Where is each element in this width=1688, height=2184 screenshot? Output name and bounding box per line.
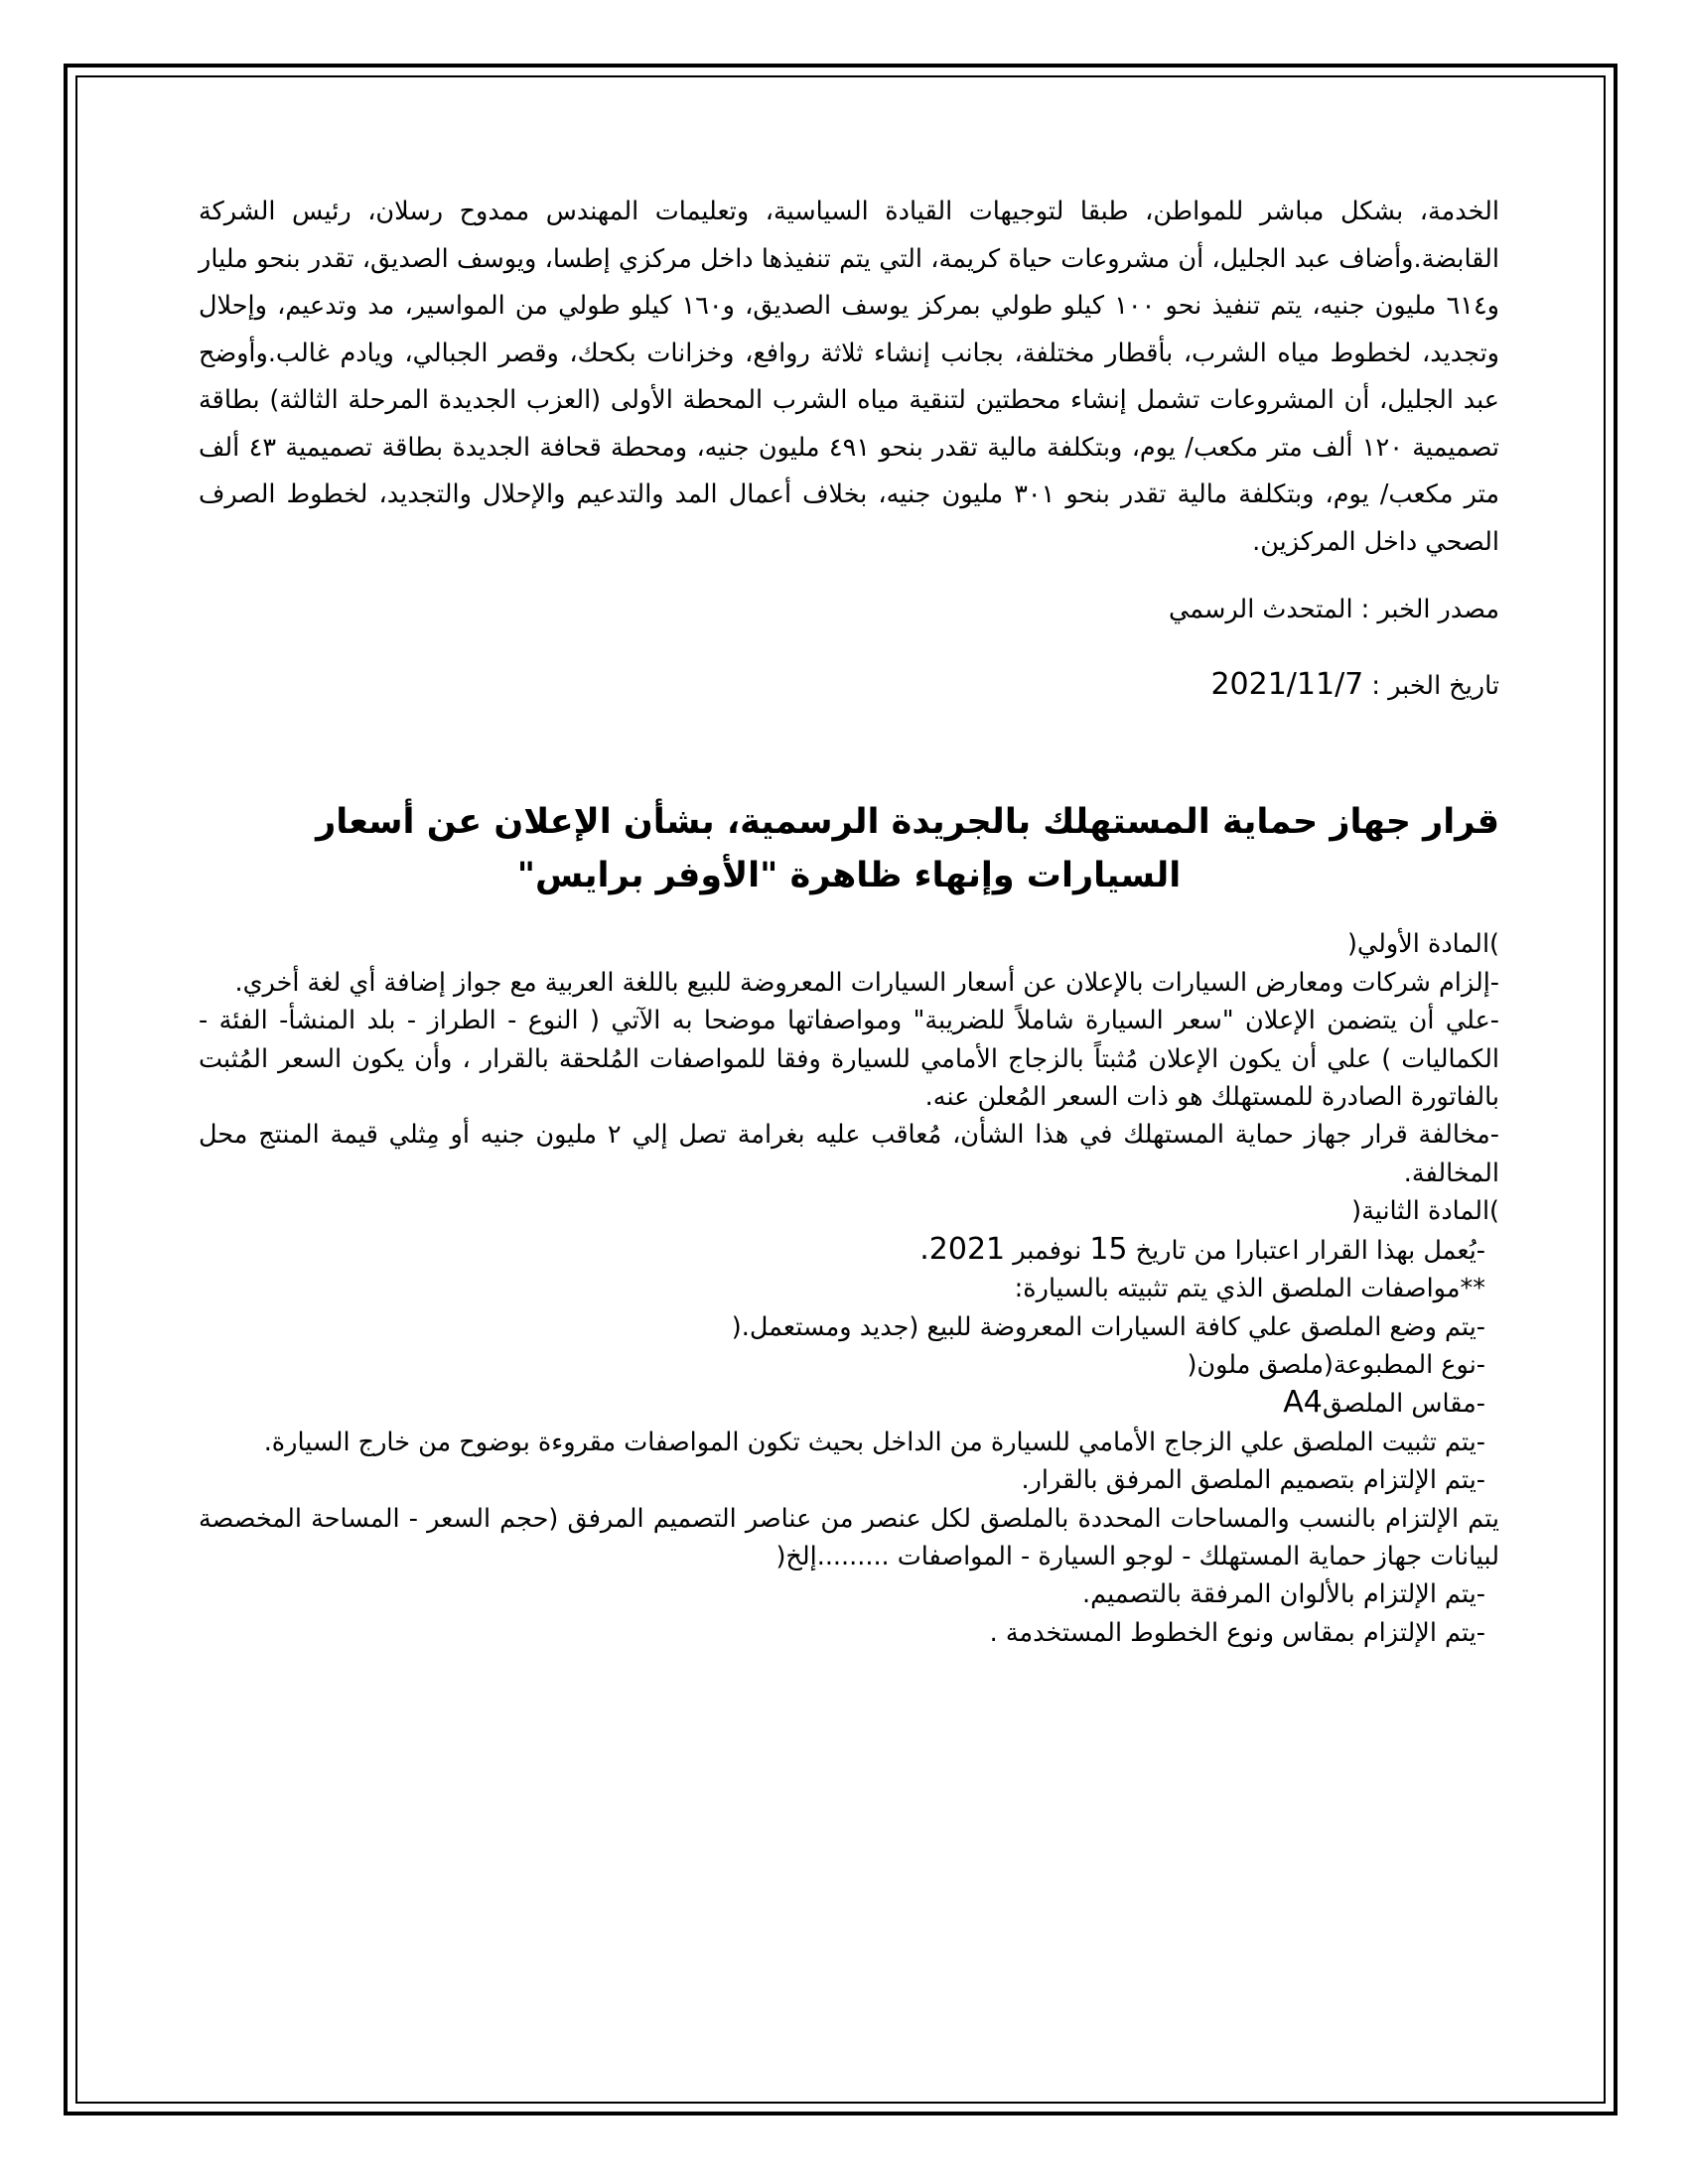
sticker-spec-1: -يتم وضع الملصق علي كافة السيارات المعروضة للبيع (جديد ومستعمل.( (731, 1311, 1485, 1342)
sticker-spec-5: -يتم الإلتزام بتصميم الملصق المرفق بالقرار. (1021, 1465, 1485, 1496)
effective-date-text: -يُعمل بهذا القرار اعتبارا من تاريخ (1127, 1235, 1485, 1266)
news-source: مصدر الخبر : المتحدث الرسمي (1169, 595, 1499, 624)
sticker-size-label: -مقاس الملصق (1322, 1389, 1485, 1420)
sticker-spec-2: -نوع المطبوعة(ملصق ملون( (1187, 1349, 1485, 1380)
intro-paragraph: الخدمة، بشكل مباشر للمواطن، طبقا لتوجيهات القيادة السياسية، وتعليمات المهندس ممدوح رسلان، رئيس الشركة القابضة.وأضاف عبد الجليل، أن مشروعات حياة كريمة، التي يتم تنفيذها داخل مركزي إطسا، ويوسف الصديق، تقدر بنحو مليار و٦١٤ مليون جنيه، يتم تنفيذ نحو ١٠٠ كيلو طولي بمركز يوسف الصديق، و١٦٠ كيلو طولي من المواسير، مد وتدعيم، وإحلال وتجديد، لخطوط مياه الشرب، بأقطار مختلفة، بجانب إنشاء ثلاثة روافع، وخزانات بكحك، وقصر الجبالي، ويادم غالب.وأوضح عبد الجليل، أن المشروعات تشمل إنشاء محطتين لتنقية مياه الشرب المحطة الأولى (العزب الجديدة المرحلة الثالثة) بطاقة تصميمية ١٢٠ ألف متر مكعب/ يوم، وبتكلفة مالية تقدر بنحو ٤٩١ مليون جنيه، ومحطة قحافة الجديدة بطاقة تصميمية ٤٣ ألف متر مكعب/ يوم، وبتكلفة مالية تقدر بنحو ٣٠١ مليون جنيه، بخلاف أعمال المد والتدعيم والإحلال والتجديد، لخطوط الصرف الصحي داخل المركزين. (199, 197, 1500, 557)
effective-date-day: 15 (1089, 1231, 1128, 1267)
article-2-heading: )المادة الثانية( (1351, 1196, 1499, 1227)
sticker-spec-8: -يتم الإلتزام بمقاس ونوع الخطوط المستخدمة . (989, 1617, 1485, 1648)
article-1-item-3: -مخالفة قرار جهاز حماية المستهلك في هذا الشأن، مُعاقب عليه بغرامة تصل إلي ٢ مليون جنيه أو مِثلي قيمة المنتج محل المخالفة. (199, 1120, 1499, 1188)
decree-body (199, 925, 1499, 1652)
sticker-specs-heading: **مواصفات الملصق الذي يتم تثبيته بالسيارة: (1014, 1274, 1485, 1304)
article-1-item-2: -علي أن يتضمن الإعلان "سعر السيارة شاملاً للضريبة" ومواصفاتها موضحا به الآتي ( النوع - الطراز - بلد المنشأ- الفئة - الكماليات ) علي أن يكون الإعلان مُثبتاً بالزجاج الأمامي للسيارة وفقا للمواصفات المُلحقة بالقرار ، وأن يكون السعر المُثبت بالفاتورة الصادرة للمستهلك هو ذات السعر المُعلن عنه. (199, 1006, 1499, 1113)
article-headline: قرار جهاز حماية المستهلك بالجريدة الرسمية، بشأن الإعلان عن أسعار السيارات وإنهاء ظاهرة "الأوفر برايس" (316, 802, 1499, 895)
document-page (199, 189, 1499, 1652)
article-1-item-1: -إلزام شركات ومعارض السيارات بالإعلان عن أسعار السيارات المعروضة للبيع باللغة العربية مع جواز إضافة أي لغة أخري. (234, 967, 1499, 998)
effective-date-month: نوفمبر (1005, 1235, 1090, 1266)
news-date-label: تاريخ الخبر : (1363, 671, 1499, 701)
effective-date-year: 2021. (919, 1231, 1006, 1267)
article-2-item-1 (199, 1231, 1499, 1270)
sticker-size-value: A4 (1283, 1385, 1323, 1421)
sticker-spec-3 (199, 1384, 1499, 1423)
article-1-heading: )المادة الأولي( (1346, 929, 1499, 960)
sticker-spec-4: -يتم تثبيت الملصق علي الزجاج الأمامي للسيارة من الداخل بحيث تكون المواصفات مقروءة بوضوح من خارج السيارة. (263, 1427, 1485, 1457)
news-date-value: 2021/11/7 (1210, 667, 1364, 702)
sticker-spec-6: يتم الإلتزام بالنسب والمساحات المحددة بالملصق لكل عنصر من عناصر التصميم المرفق (حجم السعر - المساحة المخصصة لبيانات جهاز حماية المستهلك - لوجو السيارة - المواصفات .........إلخ( (199, 1503, 1499, 1571)
sticker-spec-7: -يتم الإلتزام بالألوان المرفقة بالتصميم. (1082, 1579, 1485, 1610)
news-date (199, 665, 1499, 706)
